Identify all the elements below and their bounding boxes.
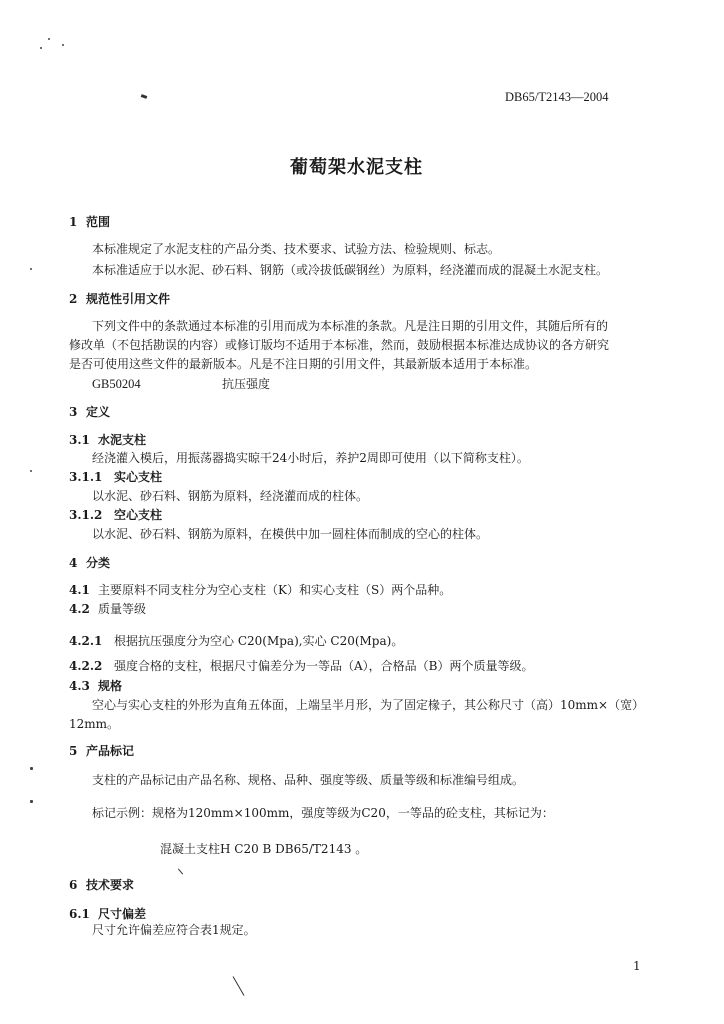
section-heading: 产品标记 bbox=[86, 744, 135, 758]
paragraph: 支柱的产品标记由产品名称、规格、品种、强度等级、质量等级和标准编号组成。 bbox=[92, 773, 525, 787]
scan-stroke bbox=[178, 868, 183, 874]
section-number: 5 bbox=[69, 744, 78, 758]
marking-example: 标记示例：规格为120mm×100mm，强度等级为C20，一等品的砼支柱，其标记为： bbox=[92, 806, 554, 820]
section-heading: 分类 bbox=[86, 556, 111, 570]
clause-number: 4.1 bbox=[69, 583, 90, 597]
marking-code: 混凝土支柱H C20 B DB65/T2143 。 bbox=[160, 842, 368, 856]
clause-title: 规格 bbox=[98, 679, 123, 693]
paragraph-line: 12mm。 bbox=[69, 717, 120, 731]
page-title: 葡萄架水泥支柱 bbox=[290, 157, 423, 178]
clause-number: 4.2.2 bbox=[69, 659, 103, 673]
clause-title: 尺寸偏差 bbox=[98, 907, 147, 921]
scan-speck bbox=[30, 767, 33, 770]
paragraph: 尺寸允许偏差应符合表1规定。 bbox=[92, 923, 256, 937]
reference-code: GB50204 bbox=[92, 377, 141, 391]
reference-title: 抗压强度 bbox=[222, 377, 271, 391]
paragraph: 经浇灌入模后，用振荡器捣实晾干24小时后，养护2周即可使用（以下简称支柱）。 bbox=[92, 451, 529, 465]
clause-number: 4.2 bbox=[69, 602, 90, 616]
section-heading: 规范性引用文件 bbox=[86, 292, 171, 306]
scan-speck bbox=[40, 47, 42, 49]
paragraph-line: 是否可使用这些文件的最新版本。凡是不注日期的引用文件，其最新版本适用于本标准。 bbox=[69, 357, 538, 371]
section-heading: 技术要求 bbox=[86, 878, 135, 892]
clause-number: 4.2.1 bbox=[69, 634, 103, 648]
section-heading: 范围 bbox=[86, 215, 111, 229]
scan-speck bbox=[30, 268, 32, 270]
paragraph-line: 下列文件中的条款通过本标准的引用而成为本标准的条款。凡是注日期的引用文件，其随后所有的 bbox=[92, 319, 609, 333]
clause-number: 6.1 bbox=[69, 907, 90, 921]
section-heading: 定义 bbox=[86, 405, 111, 419]
standard-code: DB65/T2143—2004 bbox=[505, 90, 609, 104]
clause-number: 4.3 bbox=[69, 679, 90, 693]
clause-title: 空心支柱 bbox=[114, 508, 163, 522]
scan-speck bbox=[48, 38, 50, 40]
section-number: 1 bbox=[69, 215, 78, 229]
paragraph: 以水泥、砂石料、钢筋为原料，在模供中加一圆柱体而制成的空心的柱体。 bbox=[92, 527, 489, 541]
clause-number: 3.1.2 bbox=[69, 508, 103, 522]
paragraph: 本标准规定了水泥支柱的产品分类、技术要求、试验方法、检验规则、标志。 bbox=[92, 242, 501, 256]
clause-title: 质量等级 bbox=[98, 602, 147, 616]
scan-speck bbox=[62, 44, 64, 46]
paragraph-line: 空心与实心支柱的外形为直角五体面，上端呈半月形，为了固定椽子，其公称尺寸（高）10mm×（宽） bbox=[92, 698, 645, 712]
clause-title: 水泥支柱 bbox=[98, 433, 147, 447]
section-number: 4 bbox=[69, 556, 78, 570]
scan-speck bbox=[30, 470, 32, 472]
scan-speck bbox=[141, 94, 148, 99]
section-number: 6 bbox=[69, 878, 78, 892]
paragraph: 根据抗压强度分为空心 C20(Mpa),实心 C20(Mpa)。 bbox=[114, 634, 404, 648]
paragraph-line: 修改单（不包括勘误的内容）或修订版均不适用于本标准，然而，鼓励根据本标准达成协议的各方研究 bbox=[69, 338, 610, 352]
scan-speck bbox=[30, 800, 33, 803]
clause-number: 3.1.1 bbox=[69, 470, 103, 484]
page-number: 1 bbox=[633, 959, 641, 973]
clause-title: 实心支柱 bbox=[114, 470, 163, 484]
section-number: 2 bbox=[69, 292, 78, 306]
paragraph: 以水泥、砂石料、钢筋为原料，经浇灌而成的柱体。 bbox=[92, 489, 369, 503]
paragraph: 本标准适应于以水泥、砂石料、钢筋（或冷拔低碳钢丝）为原料，经浇灌而成的混凝土水泥支柱。 bbox=[92, 263, 609, 277]
scan-stroke bbox=[233, 976, 245, 996]
clause-number: 3.1 bbox=[69, 433, 90, 447]
paragraph: 主要原料不同支柱分为空心支柱（K）和实心支柱（S）两个品种。 bbox=[98, 583, 452, 597]
section-number: 3 bbox=[69, 405, 78, 419]
paragraph: 强度合格的支柱，根据尺寸偏差分为一等品（A），合格品（B）两个质量等级。 bbox=[114, 659, 534, 673]
